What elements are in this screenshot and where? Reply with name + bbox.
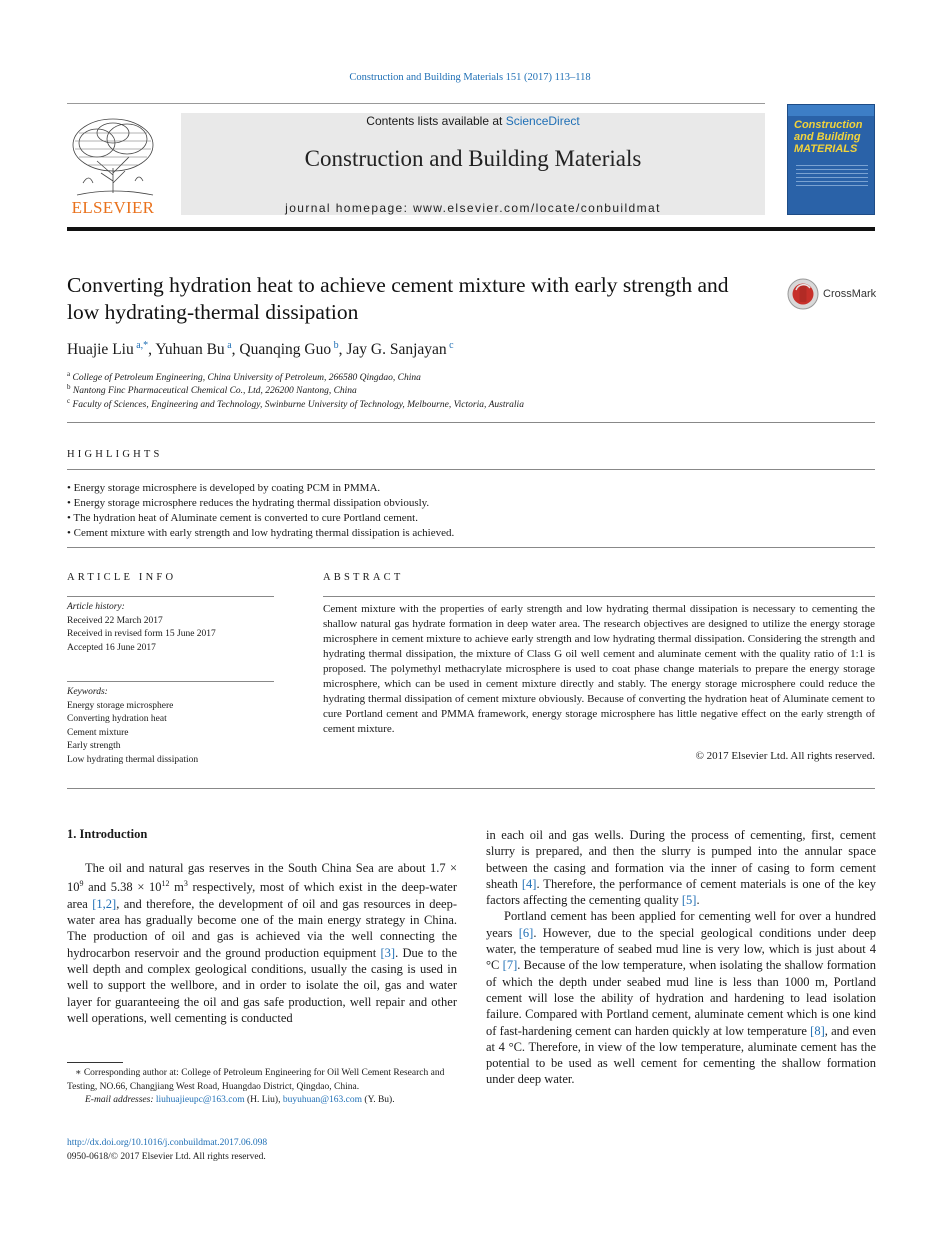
email-link[interactable]: liuhuajieupc@163.com xyxy=(155,1095,245,1105)
text-run: . Because of the low temperature, when isolating the shallow formation of which the depth under seabed mud line is less than 1000 m, Portland cement will lose the ability of hydration and hardening to lead isolation failure. Compared with Portland cement, aluminate cement which is one kind of fast-hardening cement can harden quickly at low temperature xyxy=(486,958,876,1038)
crossmark-label: CrossMark xyxy=(823,288,877,300)
exponent: 12 xyxy=(161,879,170,889)
elsevier-wordmark: ELSEVIER xyxy=(71,198,155,217)
author-affiliation-marker[interactable]: a xyxy=(224,340,232,351)
text-run: Portland cement has been applied for cementing well for over a hundred years xyxy=(486,909,876,940)
keywords xyxy=(67,686,274,767)
text-run: respectively, most of which exist in the deep-water area xyxy=(67,880,457,911)
contents-prefix: Contents lists available at xyxy=(366,114,506,128)
header-top-rule xyxy=(67,103,765,104)
history-label: Article history: xyxy=(67,602,125,612)
contents-line xyxy=(181,114,765,128)
keywords-label: Keywords: xyxy=(67,687,108,697)
issn-copyright: 0950-0618/© 2017 Elsevier Ltd. All rights reserved. xyxy=(67,1152,266,1162)
section-heading-introduction: 1. Introduction xyxy=(67,827,148,841)
keyword: Energy storage microsphere xyxy=(67,700,174,711)
cover-subtext xyxy=(796,165,868,189)
exponent: 3 xyxy=(183,879,188,889)
highlights-top-rule xyxy=(67,469,875,470)
corresponding-author-footnote xyxy=(67,1067,457,1108)
highlight-item: • The hydration heat of Aluminate cement is converted to cure Portland cement. xyxy=(67,512,418,524)
affiliation-rule xyxy=(67,422,875,423)
affiliation-c xyxy=(67,397,524,410)
citation-link[interactable]: [6] xyxy=(518,925,534,940)
text-run: . xyxy=(696,893,700,908)
intro-left-column xyxy=(67,860,457,1026)
affiliation-marker: b xyxy=(67,383,71,391)
cover-strip xyxy=(788,105,874,116)
highlight-text: Energy storage microsphere reduces the hydrating thermal dissipation obviously. xyxy=(73,497,430,509)
email-label: E-mail addresses: xyxy=(85,1095,156,1105)
author-list xyxy=(67,340,454,359)
text-run: and 5.38 × 10 xyxy=(83,880,162,895)
keyword: Low hydrating thermal dissipation xyxy=(67,754,199,765)
abstract-bottom-rule xyxy=(67,788,875,789)
author-separator: , xyxy=(148,341,156,359)
article-history xyxy=(67,601,274,655)
text-run: m xyxy=(169,880,184,895)
abstract-rule xyxy=(323,596,875,597)
intro-paragraph xyxy=(67,860,457,1026)
author-separator: , xyxy=(338,341,347,359)
doi-link[interactable]: http://dx.doi.org/10.1016/j.conbuildmat.2017.06.098 xyxy=(67,1138,268,1148)
author-name[interactable]: Huajie Liu xyxy=(67,341,134,359)
journal-title: Construction and Building Materials xyxy=(304,146,642,171)
footnote-emails xyxy=(67,1094,457,1108)
abstract-copyright: © 2017 Elsevier Ltd. All rights reserved. xyxy=(695,750,875,762)
history-received: Received 22 March 2017 xyxy=(67,615,163,626)
text-run: . However, due to the special geological conditions under deep water, the temperature of seabed mud line is very low, which is just about 4 °C xyxy=(486,925,877,973)
history-accepted: Accepted 16 June 2017 xyxy=(67,642,156,653)
highlight-text: The hydration heat of Aluminate cement is converted to cure Portland cement. xyxy=(73,512,418,524)
journal-cover-image xyxy=(787,104,875,215)
citation-link[interactable]: [5] xyxy=(681,893,697,908)
text-run: . Therefore, the performance of cement materials is one of the key factors affecting the cementing quality xyxy=(486,876,877,908)
article-info-heading: ARTICLE INFO xyxy=(67,572,177,583)
keyword: Early strength xyxy=(67,741,121,751)
cover-title: Construction and Building MATERIALS xyxy=(794,119,863,155)
highlight-text: Energy storage microsphere is developed by coating PCM in PMMA. xyxy=(73,482,381,494)
affiliation-a xyxy=(67,370,421,383)
highlight-item: • Cement mixture with early strength and low hydrating thermal dissipation is achieved. xyxy=(67,527,455,539)
highlight-text: Cement mixture with early strength and low hydrating thermal dissipation is achieved. xyxy=(73,527,455,539)
highlight-item: • Energy storage microsphere is developed by coating PCM in PMMA. xyxy=(67,482,381,494)
intro-paragraph xyxy=(486,827,876,908)
citation-link[interactable]: [7] xyxy=(502,958,518,973)
intro-paragraph xyxy=(486,908,876,1087)
citation-link[interactable]: [1,2] xyxy=(92,896,117,911)
text-run: The oil and natural gas reserves in the South China Sea are about 1.7 × 10 xyxy=(67,861,457,895)
affiliation-marker: c xyxy=(67,397,71,405)
header-thick-rule xyxy=(67,227,875,231)
email-link[interactable]: buyuhuan@163.com xyxy=(282,1095,363,1105)
affiliation-text: College of Petroleum Engineering, China University of Petroleum, 266580 Qingdao, China xyxy=(72,373,421,384)
affiliation-marker: a xyxy=(67,370,71,378)
affiliation-b xyxy=(67,383,357,396)
keyword: Converting hydration heat xyxy=(67,714,167,724)
text-run: . Due to the well depth and complex geological conditions, usually the casing is used in well to support the wellbore, and in order to isolate the oil, gas and water layer for guaranteeing the oil and gas safe production, well repair and other well operations, well cementing is conducted xyxy=(67,945,457,1025)
journal-homepage[interactable]: journal homepage: www.elsevier.com/locate/conbuildmat xyxy=(285,201,661,215)
author-affiliation-marker[interactable]: a,* xyxy=(133,340,149,351)
exponent: 9 xyxy=(79,879,84,889)
crossmark-icon xyxy=(787,278,819,310)
abstract-text: Cement mixture with the properties of early strength and low hydrating thermal dissipation is necessary to cementing the shallow natural gas hydrate formation in deep water area. The research objectives are designed to utilize the energy storage microsphere in cement mixture to achieve early strength and low hydrating thermal dissipation. Considering the strength and hydrating thermal dissipation, the mixture of Class G oil well cement and aluminate cement with the quality ratio of 1:1 is proposed. The polymethyl methacrylate microsphere is used to coat phase change materials to prepare the energy storage microsphere, which can be used in cement mixture directly and stably. The energy storage microsphere could reduce the hydrating thermal dissipation of cement mixture obviously. Because of converting the hydration heat of Aluminate cement to cure Portland cement and PMMA framework, energy storage microsphere has little negative effect on the early strength of cement mixture. xyxy=(323,603,875,735)
doi-block xyxy=(67,1136,267,1164)
citation-link[interactable]: [3] xyxy=(380,945,396,960)
highlights-heading: HIGHLIGHTS xyxy=(67,449,163,460)
history-revised: Received in revised form 15 June 2017 xyxy=(67,629,216,639)
article-title: Converting hydration heat to achieve cement mixture with early strength and low hydrating-thermal dissipation xyxy=(67,273,729,324)
highlight-item: • Energy storage microsphere reduces the hydrating thermal dissipation obviously. xyxy=(67,497,430,509)
intro-right-column xyxy=(486,827,876,1088)
footnote-rule xyxy=(67,1062,123,1063)
email-owner: (Y. Bu). xyxy=(362,1095,395,1105)
email-owner: (H. Liu), xyxy=(244,1095,283,1105)
sciencedirect-link[interactable]: ScienceDirect xyxy=(505,114,580,128)
abstract-heading: ABSTRACT xyxy=(323,572,404,583)
author-affiliation-marker[interactable]: b xyxy=(331,340,339,351)
affiliation-text: Faculty of Sciences, Engineering and Technology, Swinburne University of Technology, Melbourne, Victoria, Australia xyxy=(72,400,524,411)
journal-reference[interactable]: Construction and Building Materials 151 (2017) 113–118 xyxy=(349,72,591,83)
text-run: , and even at 4 °C. Therefore, in view of the low temperature, aluminate cement has the potential to be used as well cement for cementing the shallow formation under deep water. xyxy=(486,1023,876,1087)
highlights-bottom-rule xyxy=(67,547,875,548)
citation-link[interactable]: [8] xyxy=(810,1023,825,1038)
citation-link[interactable]: [4] xyxy=(521,876,537,891)
author-name[interactable]: Jay G. Sanjayan xyxy=(346,341,447,359)
author-separator: , xyxy=(231,341,240,359)
article-info-rule xyxy=(67,596,274,597)
keywords-rule xyxy=(67,681,274,682)
author-name[interactable]: Yuhuan Bu xyxy=(155,341,225,359)
text-run: in each oil and gas wells. During the process of cementing, first, cement slurry is prepared, and then the slurry is pumped into the annular space between the casing and formation via the inner of casing to form cement sheath xyxy=(486,828,876,891)
keyword: Cement mixture xyxy=(67,727,129,738)
text-run: , and therefore, the development of oil and gas resources in deep-water area has gradually become one of the main energy strategy in China. The production of oil and gas is achieved via the well connecting the hydrocarbon reservoir and the ground production equipment xyxy=(67,896,457,960)
affiliation-text: Nantong Finc Pharmaceutical Chemical Co., Ltd, 226200 Nantong, China xyxy=(72,386,357,397)
author-name[interactable]: Quanqing Guo xyxy=(239,341,332,359)
author-affiliation-marker[interactable]: c xyxy=(446,340,454,351)
footnote-text: ∗ Corresponding author at: College of Petroleum Engineering for Oil Well Cement Research and Testing, NO.66, Changjiang West Road, Huangdao District, Qingdao, China. xyxy=(67,1068,445,1092)
crossmark-badge[interactable] xyxy=(787,278,877,312)
